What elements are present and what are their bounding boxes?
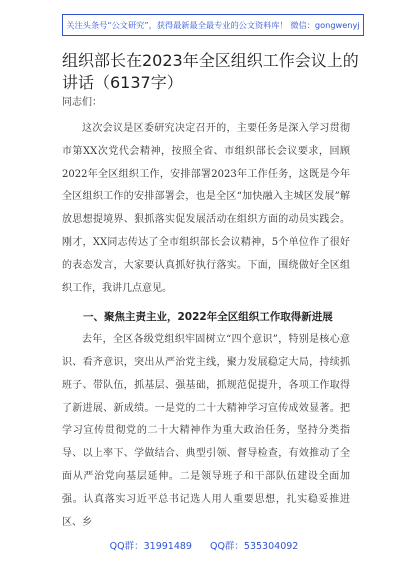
promo-banner [62,14,364,36]
promo-banner-text: 关注头条号“公文研究”，获得最新最全最专业的公文资料库！ 微信：gongwenyj [66,19,360,30]
section-heading-1: 一、聚焦主责主业，2022年全区组织工作取得新进展 [83,311,333,324]
document-title: 组织部长在2023年全区组织工作会议上的讲话（6137字） [62,51,359,92]
footer-qq-group-2: QQ群：535304092 [209,541,299,552]
document-body [62,118,350,534]
footer-contact [0,538,408,552]
salutation: 同志们： [62,97,102,108]
paragraph-section-1: 去年，全区各级党组织牢固树立“四个意识”，特别是核心意识、看齐意识，突出从严治党主线，聚力发展稳定大局，持续抓班子、带队伍，抓基层、强基础，抓规范促提升，各项工作取得了新进展、新成绩。一是党的二十大精神学习宣传成效显著。把学习宣传贯彻党的二十大精神作为重大政治任务，坚持分类指导、以上率下、学做结合、典型引领、督导检查，有效推动了全面从严治党向基层延伸。二是领导班子和干部队伍建设全面加强。认真落实习近平总书记选人用人重要思想，扎实稳妥推进区、乡 [62,334,350,528]
paragraph-intro: 这次会议是区委研究决定召开的，主要任务是深入学习贯彻市第XX次党代会精神，按照全省、市组织部长会议要求，回顾2022年全区组织工作，安排部署2023年工作任务，这既是今年全区组织工作的安排部署会，也是全区“加快融入主城区发展”解放思想提境界、狠抓落实促发展活动在组织方面的动员实践会。刚才，XX同志传达了全市组织部长会议精神，5个单位作了很好的表态发言，大家要认真抓好执行落实。下面，围绕做好全区组织工作，我讲几点意见。 [62,123,350,294]
footer-qq-group-1: QQ群：31991489 [109,541,192,552]
